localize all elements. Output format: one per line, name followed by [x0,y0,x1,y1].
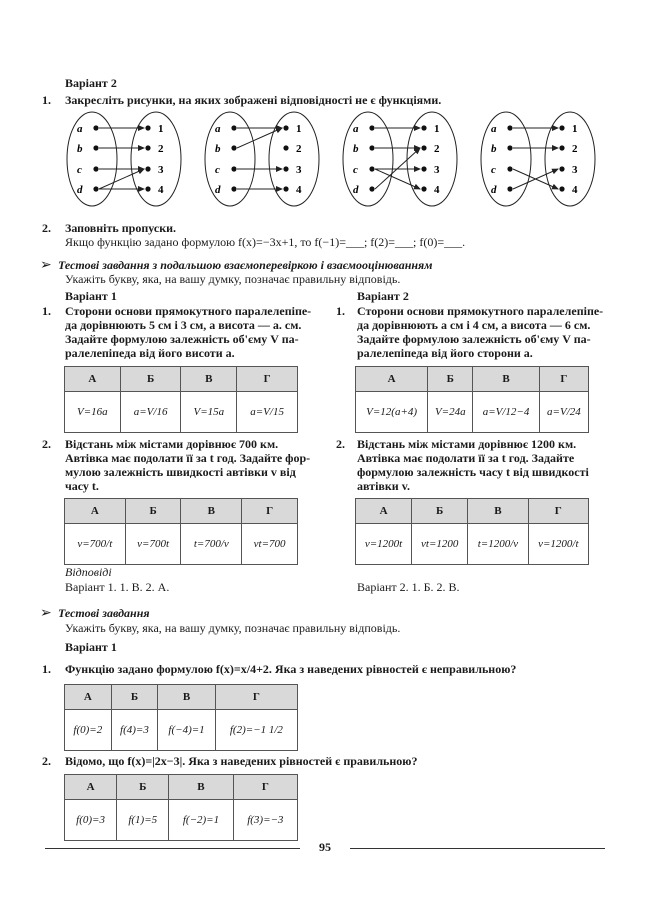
domain-label: a [491,123,497,135]
col-b: Б [117,775,169,800]
question-line: часу t. [65,479,99,493]
domain-point [231,125,236,130]
answer-cell: V=24a [428,392,473,433]
domain-point [231,145,236,150]
question-line: Сторони основи прямокутного паралелепіпе- [357,304,604,318]
col-c: В [169,775,233,800]
question-number: 1. [42,304,51,318]
col-c: В [473,367,539,392]
domain-label: a [353,123,359,135]
answer-cell: v=700t [125,524,181,565]
domain-point [93,125,98,130]
question-number: 2. [336,437,345,451]
domain-point [369,145,374,150]
col-a: А [65,685,112,710]
answer-cell: a=V/15 [237,392,298,433]
answers-text: Варіант 2. 1. Б. 2. В. [357,580,460,594]
domain-label: b [77,143,83,155]
question-line: ралелепіпеда від його сторони a. [357,346,533,360]
domain-point [507,145,512,150]
question-line: Відстань між містами дорівнює 700 км. [65,437,279,451]
range-point [421,145,426,150]
domain-label: c [491,164,496,176]
range-point [283,125,288,130]
answers-label: Відповіді [65,565,112,579]
domain-point [231,166,236,171]
domain-label: b [491,143,497,155]
range-point [145,125,150,130]
footer-rule-left [45,848,300,849]
range-label: 3 [434,164,440,176]
col-b: Б [412,499,468,524]
question-line: Задайте формулою залежність об'єму V па- [357,332,591,346]
answer-cell: v=1200/t [528,524,588,565]
variant-heading: Варіант 1 [65,289,117,303]
question-line: формулою залежність часу t від швидкості [357,465,589,479]
range-point [559,186,564,191]
range-ellipse [407,112,457,206]
domain-label: c [215,164,220,176]
domain-label: b [353,143,359,155]
question-number: 2. [42,754,51,768]
col-a: А [65,367,121,392]
range-ellipse [545,112,595,206]
col-d: Г [242,499,298,524]
range-point [559,125,564,130]
answer-cell: f(3)=−3 [233,800,297,841]
question-line: Задайте формулою залежність об'єму V па- [65,332,299,346]
question-line: Автівка має подолати її за t год. Задайте [357,451,575,465]
answer-cell: t=1200/v [468,524,528,565]
col-b: Б [111,685,158,710]
domain-label: a [215,123,221,135]
range-point [145,166,150,171]
section-title: Тестові завдання [58,606,150,620]
range-label: 4 [434,184,440,196]
range-label: 3 [572,164,578,176]
variant-heading: Варіант 2 [65,76,117,90]
answer-table [355,498,589,565]
range-label: 4 [296,184,302,196]
answer-table [64,684,298,751]
col-c: В [468,499,528,524]
question-number: 1. [336,304,345,318]
variant-heading: Варіант 2 [357,289,409,303]
domain-label: d [215,184,221,196]
range-point [559,145,564,150]
answer-cell: V=16a [65,392,121,433]
answer-cell: vt=1200 [412,524,468,565]
range-point [421,186,426,191]
question-line: Відстань між містами дорівнює 1200 км. [357,437,577,451]
range-label: 4 [158,184,164,196]
col-a: А [356,499,412,524]
col-d: Г [215,685,297,710]
domain-point [93,145,98,150]
question-number: 1. [42,93,51,107]
answer-cell: f(−2)=1 [169,800,233,841]
range-point [283,186,288,191]
range-label: 2 [572,143,578,155]
range-label: 2 [158,143,164,155]
col-c: В [181,367,237,392]
answer-cell: f(−4)=1 [158,710,216,751]
domain-label: b [215,143,221,155]
range-label: 1 [572,123,578,135]
question-line: мулою залежність швидкості автівки v від [65,465,296,479]
col-b: Б [125,499,181,524]
answer-cell: V=15a [181,392,237,433]
answer-cell: a=V/24 [539,392,588,433]
range-label: 3 [296,164,302,176]
range-label: 4 [572,184,578,196]
answer-cell: V=12(a+4) [356,392,428,433]
page-number: 95 [319,840,331,854]
col-d: Г [539,367,588,392]
range-point [145,186,150,191]
instruction: Укажіть букву, яка, на вашу думку, позначає правильну відповідь. [65,272,401,286]
col-a: А [65,499,126,524]
col-c: В [181,499,242,524]
mapping-arrow [99,169,144,189]
range-ellipse [131,112,181,206]
domain-label: d [491,184,497,196]
answer-cell: vt=700 [242,524,298,565]
answer-table [64,366,298,433]
variant-heading: Варіант 1 [65,640,117,654]
col-a: А [356,367,428,392]
question-text: Закресліть рисунки, на яких зображені відповідності не є функціями. [65,93,442,107]
domain-label: d [353,184,359,196]
range-label: 2 [296,143,302,155]
domain-point [93,166,98,171]
range-point [421,125,426,130]
range-point [283,166,288,171]
domain-label: a [77,123,83,135]
answer-cell: a=V/12−4 [473,392,539,433]
domain-point [369,186,374,191]
domain-ellipse [481,112,531,206]
arrow-bullet-icon: ➢ [40,258,52,273]
range-point [559,166,564,171]
col-b: Б [120,367,181,392]
range-ellipse [269,112,319,206]
answer-table [64,498,298,565]
domain-ellipse [343,112,393,206]
range-point [145,145,150,150]
col-c: В [158,685,216,710]
arrow-bullet-icon: ➢ [40,606,52,621]
answer-cell: f(1)=5 [117,800,169,841]
answer-cell: t=700/v [181,524,242,565]
domain-ellipse [67,112,117,206]
domain-point [93,186,98,191]
answer-cell: v=1200t [356,524,412,565]
domain-point [231,186,236,191]
domain-label: c [77,164,82,176]
mapping-arrow [237,128,282,148]
question-number: 2. [42,437,51,451]
range-label: 2 [434,143,440,155]
answer-table [64,774,298,841]
answers-text: Варіант 1. 1. В. 2. А. [65,580,170,594]
correspondence-diagrams [60,108,600,216]
question-text: Заповніть пропуски. [65,221,177,235]
answer-cell: f(2)=−1 1/2 [215,710,297,751]
range-label: 3 [158,164,164,176]
col-a: А [65,775,117,800]
answer-table [355,366,589,433]
question-line: автівки v. [357,479,411,493]
question-number: 1. [42,662,51,676]
range-label: 1 [158,123,164,135]
col-d: Г [233,775,297,800]
answer-cell: f(4)=3 [111,710,158,751]
domain-label: c [353,164,358,176]
section-title: Тестові завдання з подальшою взаємоперевіркою і взаємооцінюванням [58,258,433,272]
question-line: ралелепіпеда від його висоти a. [65,346,235,360]
range-point [283,145,288,150]
answer-cell: f(0)=2 [65,710,112,751]
question-line: Сторони основи прямокутного паралелепіпе- [65,304,312,318]
mapping-arrow [375,169,420,189]
instruction: Укажіть букву, яка, на вашу думку, позначає правильну відповідь. [65,621,401,635]
range-label: 1 [434,123,440,135]
answer-cell: a=V/16 [120,392,181,433]
question-line: да дорівнюють a см і 4 см, а висота — 6 см. [357,318,591,332]
col-b: Б [428,367,473,392]
domain-point [369,166,374,171]
col-d: Г [237,367,298,392]
question-number: 2. [42,221,51,235]
domain-point [507,166,512,171]
domain-ellipse [205,112,255,206]
answer-cell: f(0)=3 [65,800,117,841]
footer-rule-right [350,848,605,849]
domain-label: d [77,184,83,196]
range-label: 1 [296,123,302,135]
range-point [421,166,426,171]
domain-point [507,186,512,191]
domain-point [369,125,374,130]
domain-point [507,125,512,130]
col-d: Г [528,499,588,524]
answer-cell: v=700/t [65,524,126,565]
question-line: да дорівнюють 5 см і 3 см, а висота — a. см. [65,318,302,332]
question-text: Відомо, що f(x)=|2x−3|. Яка з наведених рівностей є правильною? [65,754,418,768]
formula-text: Якщо функцію задано формулою f(x)=−3x+1, то f(−1)=___; f(2)=___; f(0)=___. [65,235,466,249]
question-text: Функцію задано формулою f(x)=x/4+2. Яка з наведених рівностей є неправильною? [65,662,517,676]
question-line: Автівка має подолати її за t год. Задайте фор- [65,451,311,465]
